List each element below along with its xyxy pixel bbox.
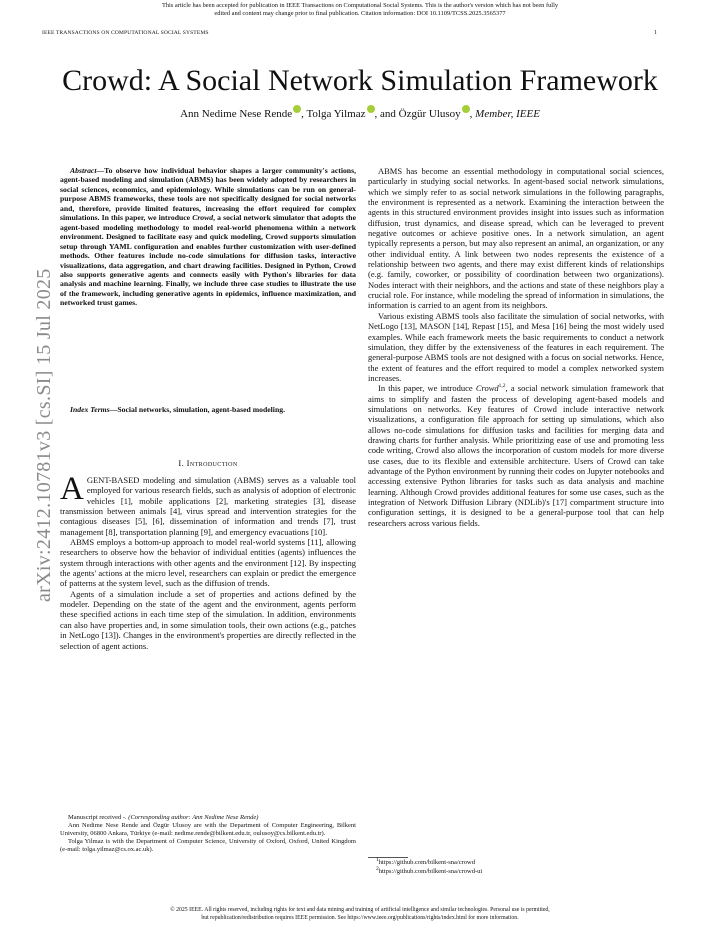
- copyright-notice: [60, 906, 660, 922]
- notice-line-2: edited and content may change prior to final publication. Citation information: DOI 10.1109/TCSS.2025.3565377: [214, 10, 506, 17]
- footnote-url[interactable]: https://github.com/bilkent-sna/crowd-ui: [378, 868, 483, 876]
- intro-paragraph-1: [60, 471, 356, 537]
- right-paragraph-3: [368, 383, 664, 528]
- author-3: Özgür Ulusoy: [398, 108, 461, 120]
- paragraph-text: , a social network simulation framework that aims to simplify and fasten the process of developing agent-based models and simulations on networks. Key features of Crowd include interactive network visualizations, a configuration file approach for setting up simulations, which also allows no-code simulations for diffusion tasks and facilities for merging data and drawing charts for further analysis. While prioritizing ease of use and promoting less code writing, Crowd also allows the incorporation of custom models for more diverse use cases, due to its flexible and extensible architecture. Users of Crowd can take advantage of the Python environment by running their codes on Jupyter notebooks and accessing extensive Python libraries for tasks such as data analysis and machine learning. Although Crowd provides additional features for some use cases, such as the integration of Network Diffusion Library (NDLib)'s [17] compartment structure into configuration settings, it is designed to be a general-purpose tool that can help researchers across various fields.: [368, 383, 664, 528]
- page-number: 1: [654, 30, 657, 36]
- footnote-1[interactable]: [376, 858, 482, 867]
- footnote-2[interactable]: [376, 867, 482, 876]
- right-paragraph-2: Various existing ABMS tools also facilitate the simulation of social networks, with NetLogo [13], MASON [14], Repast [15], and Mesa [16] being the most widely used examples. While each framework meets the basic requirements to conduct a network simulation, they differ by the extensiveness of the features in each requirement. The general-purpose ABMS tools are not designed with a focus on social networks. Hence, the extent of features and the effort required to model a complex networked system increases.: [368, 310, 664, 383]
- abstract-crowd: Crowd: [192, 213, 214, 223]
- affiliation-2: Tolga Yilmaz is with the Department of Computer Science, University of Oxford, Oxford, United Kingdom (e-mail: tolga.yilmaz@cs.ox.ac.uk).: [60, 837, 356, 853]
- footnote-mark: 2: [376, 866, 379, 873]
- index-terms-lead: Index Terms: [70, 405, 110, 414]
- copyright-line-2: but republication/redistribution requires IEEE permission. See https://www.ieee.org/publications/rights/index.html for more information.: [201, 915, 519, 921]
- arxiv-stamp: arXiv:2412.10781v3 [cs.SI] 15 Jul 2025: [33, 268, 55, 602]
- notice-line-1: This article has been accepted for publication in IEEE Transactions on Computational Social Systems. This is the author's version which has not been fully: [161, 2, 559, 9]
- footnote-url[interactable]: https://github.com/bilkent-sna/crowd: [378, 859, 475, 866]
- affiliation-1: Ann Nedime Nese Rende and Özgür Ulusoy are with the Department of Computer Engineering, Bilkent University, 06800 Ankara, Türkiye (e-mail: nedime.rende@bilkent.edu.tr, oulusoy@cs.bilkent.edu.tr).: [60, 821, 356, 837]
- paper-title: Crowd: A Social Network Simulation Framework: [62, 64, 658, 97]
- orcid-icon[interactable]: [462, 105, 470, 113]
- index-terms: [60, 405, 356, 414]
- abstract-text: —To observe how individual behavior shapes a larger community's actions, agent-based modeling and simulation (ABMS) has been widely adopted by researchers in social sciences, economics, and epidemiology. While simulations can be run on general-purpose ABMS frameworks, these tools are not specifically designed for social networks and, therefore, provide limited features, increasing the effort required for complex simulations. In this paper, we introduce: [60, 166, 356, 223]
- copyright-line-1: © 2025 IEEE. All rights reserved, including rights for text and data mining and training of artificial intelligence and similar technologies. Personal use is permitted,: [170, 907, 550, 913]
- intro-paragraph-3: Agents of a simulation include a set of properties and actions defined by the modeler. Depending on the state of the agent and the environment, agents perform these specified actions in each time step of the simulation. In addition, environments can also have properties and, in some simulation tools, their own actions (e.g., patches in NetLogo [13]). Changes in the environment's properties are directly reflected in the selection of agent actions.: [60, 588, 356, 651]
- membership: Member, IEEE: [475, 108, 540, 120]
- author-separator: ,: [301, 108, 307, 120]
- orcid-icon[interactable]: [367, 105, 375, 113]
- manuscript-received: Manuscript received -.: [68, 814, 129, 821]
- paragraph-text: In this paper, we introduce: [378, 383, 476, 394]
- right-paragraph-1: ABMS has become an essential methodology in computational social sciences, particularly in studying social networks. In agent-based social network simulations, which we simply refer to as social network simulations in the following paragraphs, the environment is represented as a network. Examining the interaction between the agents in this structured environment provides insight into issues such as information diffusion, trust dynamics, and disease spread, which can be leveraged to prevent negative outcomes or achieve positive ones. In a network simulation, an agent typically represents a person, but may also represent an animal, an organization, or any other individual entity. A link between two nodes represents the existence of a relationship between two agents, and there may exist different kinds of relationships (e.g. family, coworker, or possibility of coordination between two organizations). Nodes interact with their neighbors, and the actions and state of these neighbors play a crucial role. For instance, while modeling the spread of information in simulations, the information is carried to an agent from its neighbors.: [368, 166, 664, 311]
- crowd-name: Crowd: [475, 383, 499, 394]
- abstract-text-2: , a social network simulator that adopts the agent-based modeling methodology to model real-world phenomena within a network environment. Designed to facilitate easy and quick modeling, Crowd supports simulation setup through YAML configuration and enables further customization with user-defined methods. Other features include no-code simulations for diffusion tasks, interactive visualizations, data aggregation, and chart drawing facilities. Designed in Python, Crowd also supports generative agents and connects easily with Python's libraries for data analysis and machine learning. Finally, we include three case studies to illustrate the use of the framework, including generative agents in epidemics, influence maximization, and networked trust games.: [60, 213, 356, 308]
- section-title: Introduction: [186, 458, 238, 468]
- footnotes-left: [60, 814, 356, 854]
- orcid-icon[interactable]: [293, 105, 301, 113]
- author-separator: ,: [469, 108, 476, 120]
- author-1: Ann Nedime Nese Rende: [180, 108, 293, 120]
- intro-left-column: [60, 471, 356, 651]
- abstract-lead: Abstract: [70, 166, 97, 175]
- journal-name: IEEE TRANSACTIONS ON COMPUTATIONAL SOCIAL SYSTEMS: [42, 30, 209, 36]
- footnote-marker[interactable]: 1,2: [498, 383, 506, 390]
- author-list: [0, 105, 720, 121]
- author-2: Tolga Yilmaz: [306, 108, 366, 120]
- intro-paragraph-2: ABMS employs a bottom-up approach to model real-world systems [11], allowing researchers to observe how the behavior of individual entities (agents) influences the system through interactions with other agents and the environment [12]. By inspecting the agents' actions at the micro level, researchers can explain or predict the emergence of patterns at the system level, such as the diffusion of trends.: [60, 537, 356, 589]
- section-heading: [60, 458, 356, 468]
- author-separator: , and: [374, 108, 399, 120]
- footnote-mark: 1: [376, 856, 379, 863]
- corresponding-author: (Corresponding author: Ann Nedime Nese Rende): [128, 814, 259, 821]
- footnotes-right: [376, 858, 482, 877]
- section-number: I.: [178, 458, 187, 468]
- abstract: [60, 166, 356, 308]
- publication-notice: [90, 2, 630, 18]
- dropcap: A: [60, 471, 84, 507]
- right-column: [368, 166, 664, 528]
- index-terms-text: —Social networks, simulation, agent-based modeling.: [109, 405, 285, 414]
- paragraph-text: GENT-BASED modeling and simulation (ABMS) serves as a valuable tool employed for various research fields, such as analysis of adoption of electronic vehicles [1], mobile applications [2], marketing strategies [3], disease transmission between animals [4], virus spread and intervention strategies for the contagious diseases [5], [6], dissemination of information and trends [7], trust management [8], transportation planning [9], and emergency evacuations [10].: [60, 475, 356, 537]
